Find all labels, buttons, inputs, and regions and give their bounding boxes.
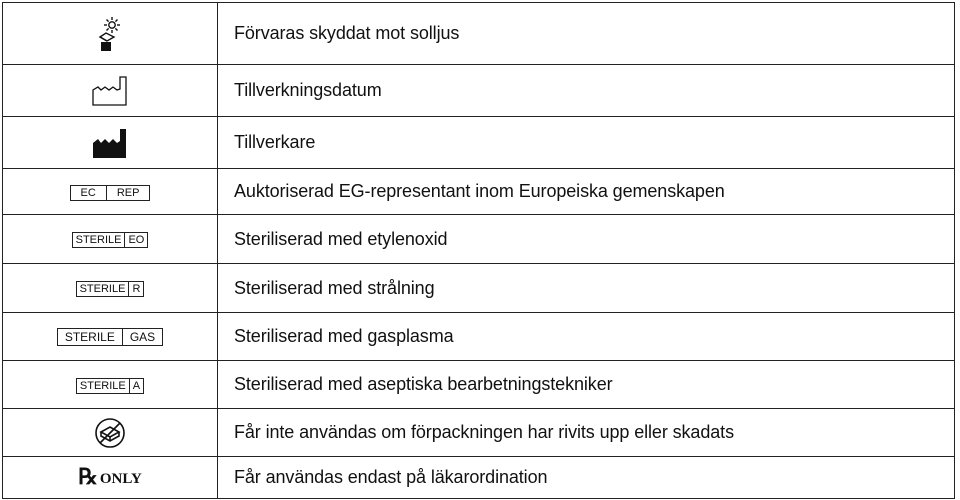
manufacturer-icon bbox=[90, 126, 130, 160]
table-row bbox=[3, 169, 955, 215]
table-row bbox=[3, 313, 955, 361]
description-text: Tillverkningsdatum bbox=[218, 65, 955, 117]
description-text: Förvaras skyddat mot solljus bbox=[218, 3, 955, 65]
description-text: Steriliserad med strålning bbox=[218, 264, 955, 313]
symbol-cell bbox=[3, 457, 218, 499]
do-not-use-if-damaged-icon bbox=[93, 416, 127, 450]
table-row bbox=[3, 65, 955, 117]
symbol-cell bbox=[3, 313, 218, 361]
symbol-cell bbox=[3, 117, 218, 169]
table-row bbox=[3, 264, 955, 313]
symbol-cell bbox=[3, 361, 218, 409]
sterile-r-icon: STERILE R bbox=[76, 281, 145, 297]
symbol-cell bbox=[3, 264, 218, 313]
sterile-gas-icon: STERILE GAS bbox=[57, 328, 163, 346]
symbol-legend-table bbox=[2, 2, 955, 499]
table-row bbox=[3, 409, 955, 457]
table-row bbox=[3, 457, 955, 499]
description-text: Får inte användas om förpackningen har rivits upp eller skadats bbox=[218, 409, 955, 457]
symbol-cell bbox=[3, 169, 218, 215]
date-of-manufacture-icon bbox=[90, 74, 130, 108]
keep-away-from-sunlight-icon bbox=[90, 16, 130, 52]
description-text: Steriliserad med etylenoxid bbox=[218, 215, 955, 264]
symbol-cell bbox=[3, 409, 218, 457]
sterile-eo-icon: STERILE EO bbox=[72, 232, 149, 248]
sterile-a-icon: STERILE A bbox=[76, 378, 144, 394]
rx-only-icon: ℞ ONLY bbox=[78, 464, 142, 490]
table-row bbox=[3, 215, 955, 264]
table-row bbox=[3, 117, 955, 169]
table-row bbox=[3, 3, 955, 65]
table-row bbox=[3, 361, 955, 409]
symbol-cell bbox=[3, 3, 218, 65]
description-text: Steriliserad med gasplasma bbox=[218, 313, 955, 361]
description-text: Steriliserad med aseptiska bearbetningstekniker bbox=[218, 361, 955, 409]
symbol-cell bbox=[3, 215, 218, 264]
description-text: Tillverkare bbox=[218, 117, 955, 169]
description-text: Auktoriserad EG-representant inom Europeiska gemenskapen bbox=[218, 169, 955, 215]
ec-rep-icon: EC REP bbox=[70, 185, 151, 201]
symbol-cell bbox=[3, 65, 218, 117]
description-text: Får användas endast på läkarordination bbox=[218, 457, 955, 499]
